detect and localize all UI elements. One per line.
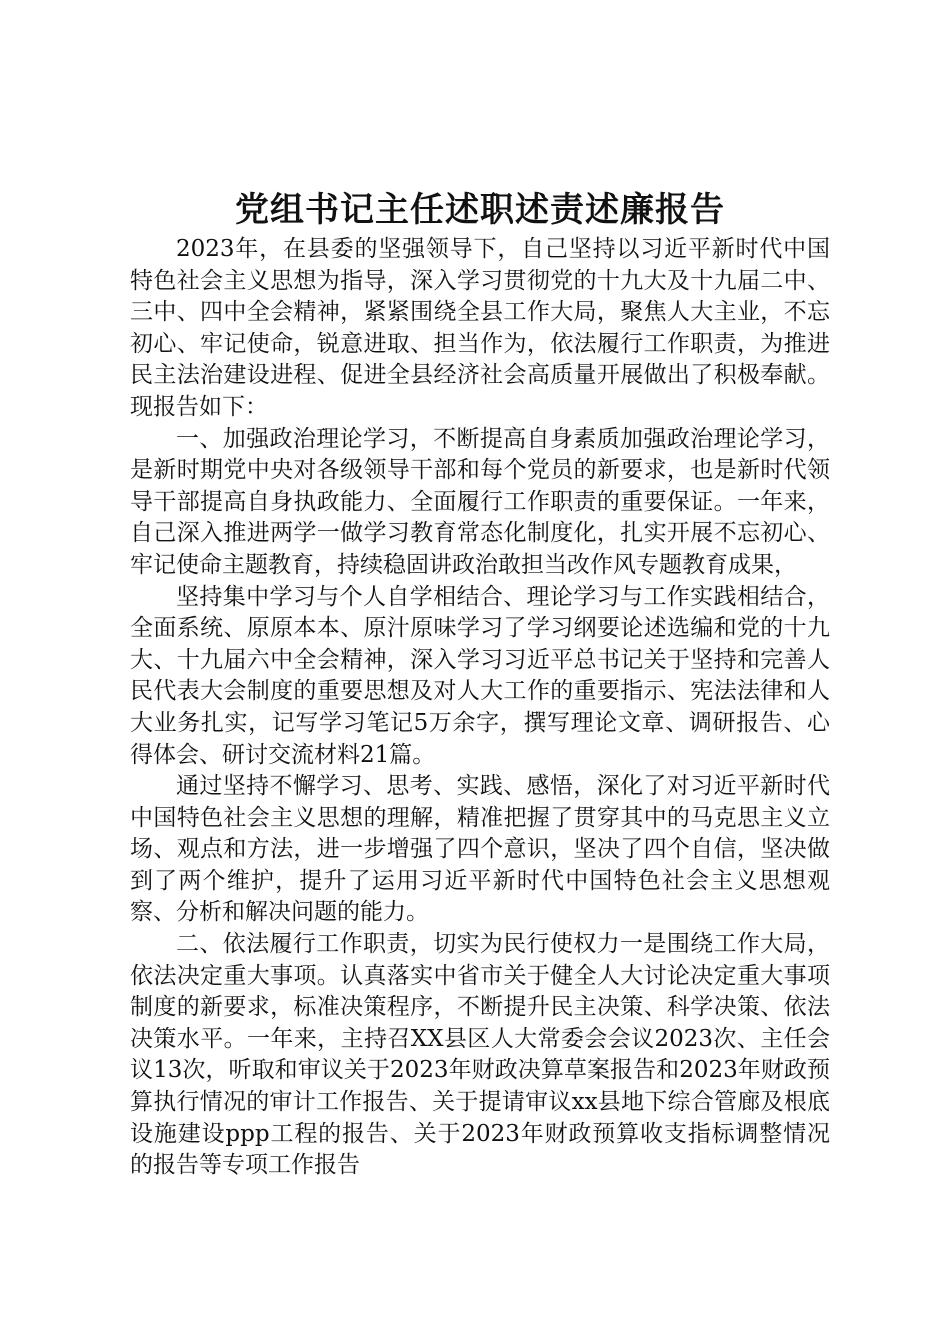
document-body [130,234,830,1182]
paragraph-intro: 2023年，在县委的坚强领导下，自己坚持以习近平新时代中国特色社会主义思想为指导，深入学习贯彻党的十九大及十九届二中、三中、四中全会精神，紧紧围绕全县工作大局，聚焦人大主业，不忘初心、牢记使命，锐意进取、担当作为，依法履行工作职责，为推进民主法治建设进程、促进全县经济社会高质量开展做出了积极奉献。现报告如下： [130,236,830,420]
paragraph-understanding: 通过坚持不懈学习、思考、实践、感悟，深化了对习近平新时代中国特色社会主义思想的理解，精准把握了贯穿其中的马克思主义立场、观点和方法，进一步增强了四个意识，坚决了四个自信，坚决做到了两个维护，提升了运用习近平新时代中国特色社会主义思想观察、分析和解决问题的能力。 [130,773,830,926]
paragraph-study: 坚持集中学习与个人自学相结合、理论学习与工作实践相结合，全面系统、原原本本、原汁原味学习了学习纲要论述选编和党的十九大、十九届六中全会精神，深入学习习近平总书记关于坚持和完善人民代表大会制度的重要思想及对人大工作的重要指示、宪法法律和人大业务扎实，记写学习笔记5万余字，撰写理论文章、调研报告、心得体会、研讨交流材料21篇。 [130,583,830,768]
document-page [130,186,830,1182]
paragraph-section-one: 一、加强政治理论学习，不断提高自身素质加强政治理论学习，是新时期党中央对各级领导干部和每个党员的新要求，也是新时代领导干部提高自身执政能力、全面履行工作职责的重要保证。一年来，自己深入推进两学一做学习教育常态化制度化，扎实开展不忘初心、牢记使命主题教育，持续稳固讲政治敢担当改作风专题教育成果， [130,425,830,578]
document-title: 党组书记主任述职述责述廉报告 [235,190,725,230]
paragraph-section-two: 二、依法履行工作职责，切实为民行使权力一是围绕工作大局，依法决定重大事项。认真落实中省市关于健全人大讨论决定重大事项制度的新要求，标准决策程序，不断提升民主决策、科学决策、依法决策水平。一年来，主持召XX县区人大常委会会议2023次、主任会议13次，听取和审议关于2023年财政决算草案报告和2023年财政预算执行情况的审计工作报告、关于提请审议xx县地下综合管廊及根底设施建设ppp工程的报告、关于2023年财政预算收支指标调整情况的报告等专项工作报告 [130,931,830,1179]
